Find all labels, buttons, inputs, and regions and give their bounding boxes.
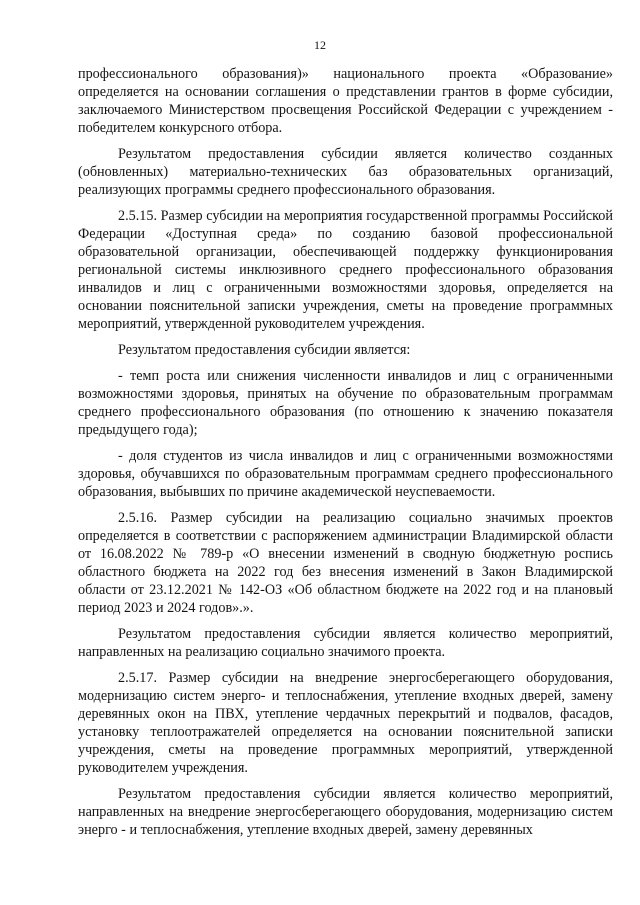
paragraph-5: 2.5.16. Размер субсидии на реализацию социально значимых проектов определяется в соответствии с распоряжением администрации Владимирской области от 16.08.2022 № 789-р «О внесении изменений в сводную бюджетную роспись областного бюджета на 2022 год без внесения изменений в Закон Владимирской области от 23.12.2021 № 142-ОЗ «Об областном бюджете на 2022 год и на плановый период 2023 и 2024 годов».». bbox=[78, 510, 613, 616]
paragraph-1: профессионального образования)» национального проекта «Образование» определяется на основании соглашения о представлении грантов в форме субсидии, заключаемого Министерством просвещения Российской Федерации с учреждением - победителем конкурсного отбора. bbox=[78, 66, 613, 136]
paragraph-8: Результатом предоставления субсидии является количество мероприятий, направленных на внедрение энергосберегающего оборудования, модернизацию систем энерго - и теплоснабжения, утепление входных дверей, замену деревянных bbox=[78, 786, 613, 838]
paragraph-2: Результатом предоставления субсидии является количество созданных (обновленных) материально-технических баз образовательных организаций, реализующих программы среднего профессионального образования. bbox=[78, 146, 613, 198]
page-number: 12 bbox=[314, 38, 326, 52]
list-item-2: - доля студентов из числа инвалидов и лиц с ограниченными возможностями здоровья, обучавшихся по образовательным программам среднего профессионального образования, выбывших по причине академической неуспеваемости. bbox=[78, 448, 613, 500]
paragraph-7: 2.5.17. Размер субсидии на внедрение энергосберегающего оборудования, модернизацию систем энерго- и теплоснабжения, утепление входных дверей, замену деревянных окон на ПВХ, утепление чердачных перекрытий и подвалов, фасадов, установку теплоотражателей определяется на основании пояснительной записки учреждения, сметы на проведение программных мероприятий, утвержденной руководителем учреждения. bbox=[78, 670, 613, 776]
document-body bbox=[78, 65, 613, 839]
paragraph-6: Результатом предоставления субсидии является количество мероприятий, направленных на реализацию социально значимого проекта. bbox=[78, 626, 613, 660]
list-item-1: - темп роста или снижения численности инвалидов и лиц с ограниченными возможностями здоровья, принятых на обучение по образовательным программам среднего профессионального образования (по отношению к значению показателя предыдущего года); bbox=[78, 368, 613, 438]
paragraph-4: Результатом предоставления субсидии является: bbox=[118, 342, 411, 358]
paragraph-3: 2.5.15. Размер субсидии на мероприятия государственной программы Российской Федерации «Доступная среда» по созданию базовой профессиональной образовательной организации, обеспечивающей поддержку функционирования региональной системы инклюзивного среднего профессионального образования инвалидов и лиц с ограниченными возможностями здоровья, определяется на основании пояснительной записки учреждения, сметы на проведение программных мероприятий, утвержденной руководителем учреждения. bbox=[78, 208, 613, 332]
